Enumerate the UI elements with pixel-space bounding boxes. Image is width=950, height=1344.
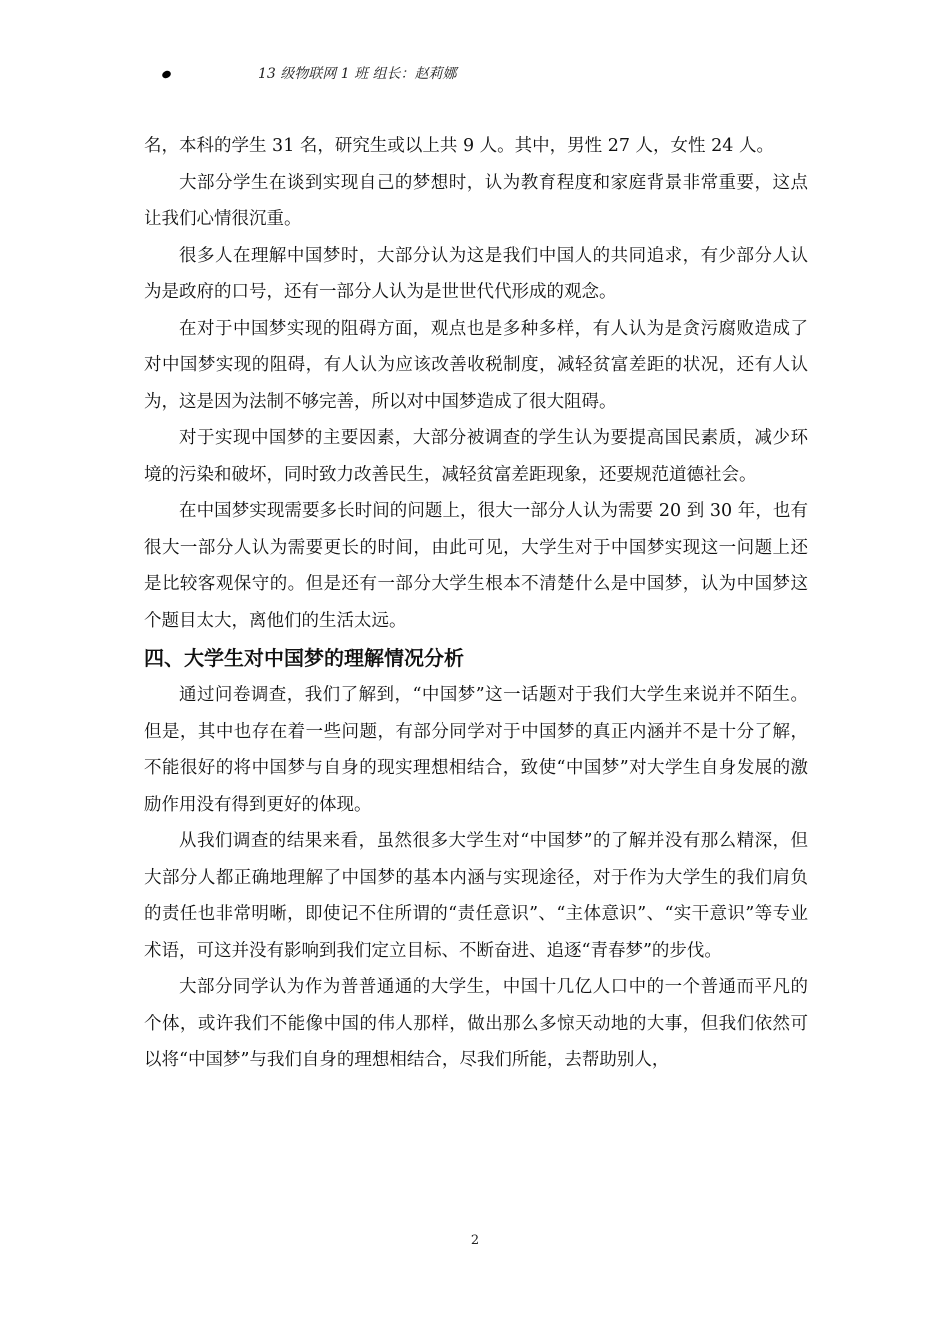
- paragraph: 名，本科的学生 31 名，研究生或以上共 9 人。其中，男性 27 人，女性 24 人。: [144, 136, 774, 156]
- bullet-mark-icon: [161, 69, 172, 79]
- section-heading: 四、大学生对中国梦的理解情况分析: [144, 646, 464, 670]
- header-text: 13 级物联网 1 班 组长：赵莉娜: [258, 66, 457, 82]
- paragraph: 在中国梦实现需要多长时间的问题上，很大一部分人认为需要 20 到 30 年，也有很大一部分人认为需要更长的时间，由此可见，大学生对于中国梦实现这一问题上还是比较客观保守的。但是还有一部分大学生根本不清楚什么是中国梦，认为中国梦这个题目太大，离他们的生活太远。: [144, 501, 808, 631]
- paragraph: 大部分学生在谈到实现自己的梦想时，认为教育程度和家庭背景非常重要，这点让我们心情很沉重。: [144, 172, 808, 229]
- paragraph: 很多人在理解中国梦时，大部分认为这是我们中国人的共同追求，有少部分人认为是政府的口号，还有一部分人认为是世世代代形成的观念。: [144, 245, 808, 302]
- page-header: [0, 62, 950, 90]
- page-number: 2: [470, 1233, 480, 1248]
- paragraph: 对于实现中国梦的主要因素，大部分被调查的学生认为要提高国民素质，减少环境的污染和破坏，同时致力改善民生，减轻贫富差距现象，还要规范道德社会。: [144, 428, 808, 485]
- paragraph: 从我们调查的结果来看，虽然很多大学生对“中国梦”的了解并没有那么精深，但大部分人都正确地理解了中国梦的基本内涵与实现途径，对于作为大学生的我们肩负的责任也非常明晰，即使记不住所谓的“责任意识”、“主体意识”、“实干意识”等专业术语，可这并没有影响到我们定立目标、不断奋进、追逐“青春梦”的步伐。: [144, 831, 808, 961]
- paragraph: 通过问卷调查，我们了解到，“中国梦”这一话题对于我们大学生来说并不陌生。但是，其中也存在着一些问题，有部分同学对于中国梦的真正内涵并不是十分了解，不能很好的将中国梦与自身的现实理想相结合，致使“中国梦”对大学生自身发展的激励作用没有得到更好的体现。: [144, 685, 808, 815]
- document-body: [144, 128, 808, 1079]
- paragraph: 大部分同学认为作为普普通通的大学生，中国十几亿人口中的一个普通而平凡的个体，或许我们不能像中国的伟人那样，做出那么多惊天动地的大事，但我们依然可以将“中国梦”与我们自身的理想相结合，尽我们所能，去帮助别人，: [144, 977, 808, 1070]
- paragraph: 在对于中国梦实现的阻碍方面，观点也是多种多样，有人认为是贪污腐败造成了对中国梦实现的阻碍，有人认为应该改善收税制度，减轻贫富差距的状况，还有人认为，这是因为法制不够完善，所以对中国梦造成了很大阻碍。: [144, 318, 808, 412]
